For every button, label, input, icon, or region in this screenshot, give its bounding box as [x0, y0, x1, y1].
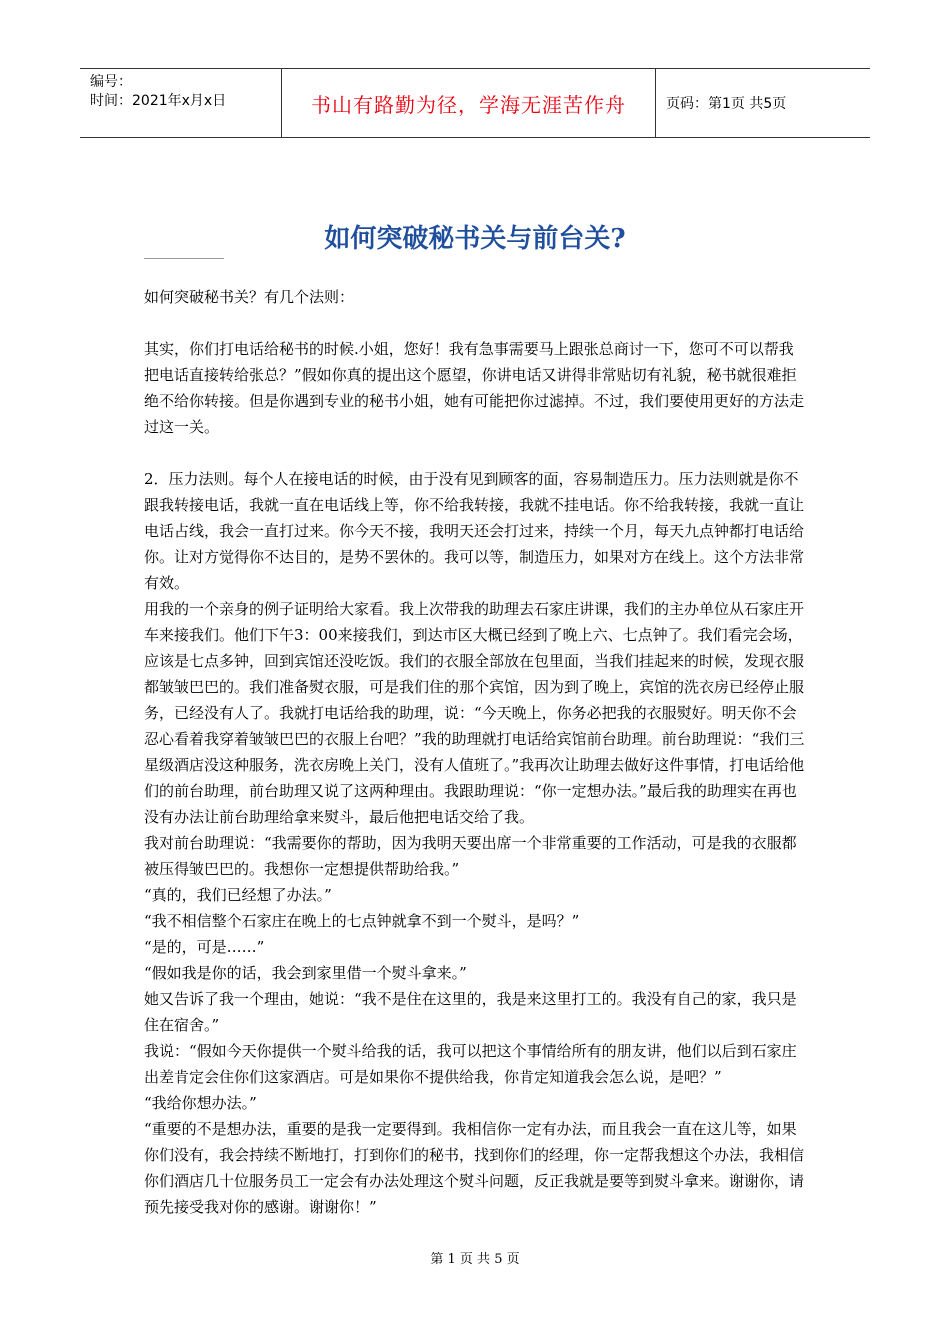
paragraph: “是的，可是……”: [144, 938, 265, 956]
paragraph: “我给你想办法。”: [144, 1094, 257, 1112]
page-footer: 第 1 页 共 5 页: [430, 1252, 520, 1267]
paragraph: 用我的一个亲身的例子证明给大家看。我上次带我的助理去石家庄讲课，我们的主办单位从石家庄开车来接我们。他们下午3：00来接我们，到达市区大概已经到了晚上六、七点钟了。我们看完会场，应该是七点多钟，回到宾馆还没吃饭。我们的衣服全部放在包里面，当我们挂起来的时候，发现衣服都皱皱巴巴的。我们准备熨衣服，可是我们住的那个宾馆，因为到了晚上，宾馆的洗衣房已经停止服务，已经没有人了。我就打电话给我的助理，说：“今天晚上，你务必把我的衣服熨好。明天你不会忍心看着我穿着皱皱巴巴的衣服上台吧？”我的助理就打电话给宾馆前台助理。前台助理说：“我们三星级酒店没这种服务，洗衣房晚上关门，没有人值班了。”我再次让助理去做好这件事情，打电话给他们的前台助理，前台助理又说了这两种理由。我跟助理说：“你一定想办法。”最后我的助理实在再也没有办法让前台助理给拿来熨斗，最后他把电话交给了我。: [144, 600, 805, 826]
paragraph: 如何突破秘书关？有几个法则：: [144, 288, 355, 306]
document-body: [144, 284, 806, 1220]
document-date-label: 时间：2021年x月x日: [90, 93, 227, 109]
paragraph: 其实，你们打电话给秘书的时候.小姐，您好！我有急事需要马上跟张总商讨一下，您可不可以帮我把电话直接转给张总？”假如你真的提出这个愿望，你讲电话又讲得非常贴切有礼貌，秘书就很难拒绝不给你转接。但是你遇到专业的秘书小姐，她有可能把你过滤掉。不过，我们要使用更好的方法走过这一关。: [144, 340, 805, 436]
title-divider: [144, 258, 224, 259]
paragraph: “真的，我们已经想了办法。”: [144, 886, 332, 904]
document-number-label: 编号：: [90, 74, 132, 90]
paragraph: “假如我是你的话，我会到家里借一个熨斗拿来。”: [144, 964, 467, 982]
header-meta: [80, 69, 282, 137]
header-page-info: 页码：第1页 共5页: [666, 96, 787, 112]
paragraph: 2．压力法则。每个人在接电话的时候，由于没有见到顾客的面，容易制造压力。压力法则就是你不跟我转接电话，我就一直在电话线上等，你不给我转接，我就不挂电话。你不给我转接，我就一直让电话占线，我会一直打过来。你今天不接，我明天还会打过来，持续一个月，每天九点钟都打电话给你。让对方觉得你不达目的，是势不罢休的。我可以等，制造压力，如果对方在线上。这个方法非常有效。: [144, 470, 805, 592]
document-title: 如何突破秘书关与前台关?: [324, 224, 626, 254]
paragraph: 我对前台助理说：“我需要你的帮助，因为我明天要出席一个非常重要的工作活动，可是我的衣服都被压得皱巴巴的。我想你一定想提供帮助给我。”: [144, 834, 797, 878]
paragraph: 她又告诉了我一个理由，她说：“我不是住在这里的，我是来这里打工的。我没有自己的家，我只是住在宿舍。”: [144, 990, 797, 1034]
header-motto: 书山有路勤为径，学海无涯苦作舟: [282, 69, 656, 137]
paragraph: “重要的不是想办法，重要的是我一定要得到。我相信你一定有办法，而且我会一直在这儿等，如果你们没有，我会持续不断地打，打到你们的秘书，找到你们的经理，你一定帮我想这个办法，我相信你们酒店几十位服务员工一定会有办法处理这个熨斗问题，反正我就是要等到熨斗拿来。谢谢你，请预先接受我对你的感谢。谢谢你！”: [144, 1120, 805, 1216]
paragraph: 我说：“假如今天你提供一个熨斗给我的话，我可以把这个事情给所有的朋友讲，他们以后到石家庄出差肯定会住你们这家酒店。可是如果你不提供给我，你肯定知道我会怎么说，是吧？”: [144, 1042, 797, 1086]
paragraph: “我不相信整个石家庄在晚上的七点钟就拿不到一个熨斗，是吗？”: [144, 912, 580, 930]
page-header: [80, 68, 870, 138]
